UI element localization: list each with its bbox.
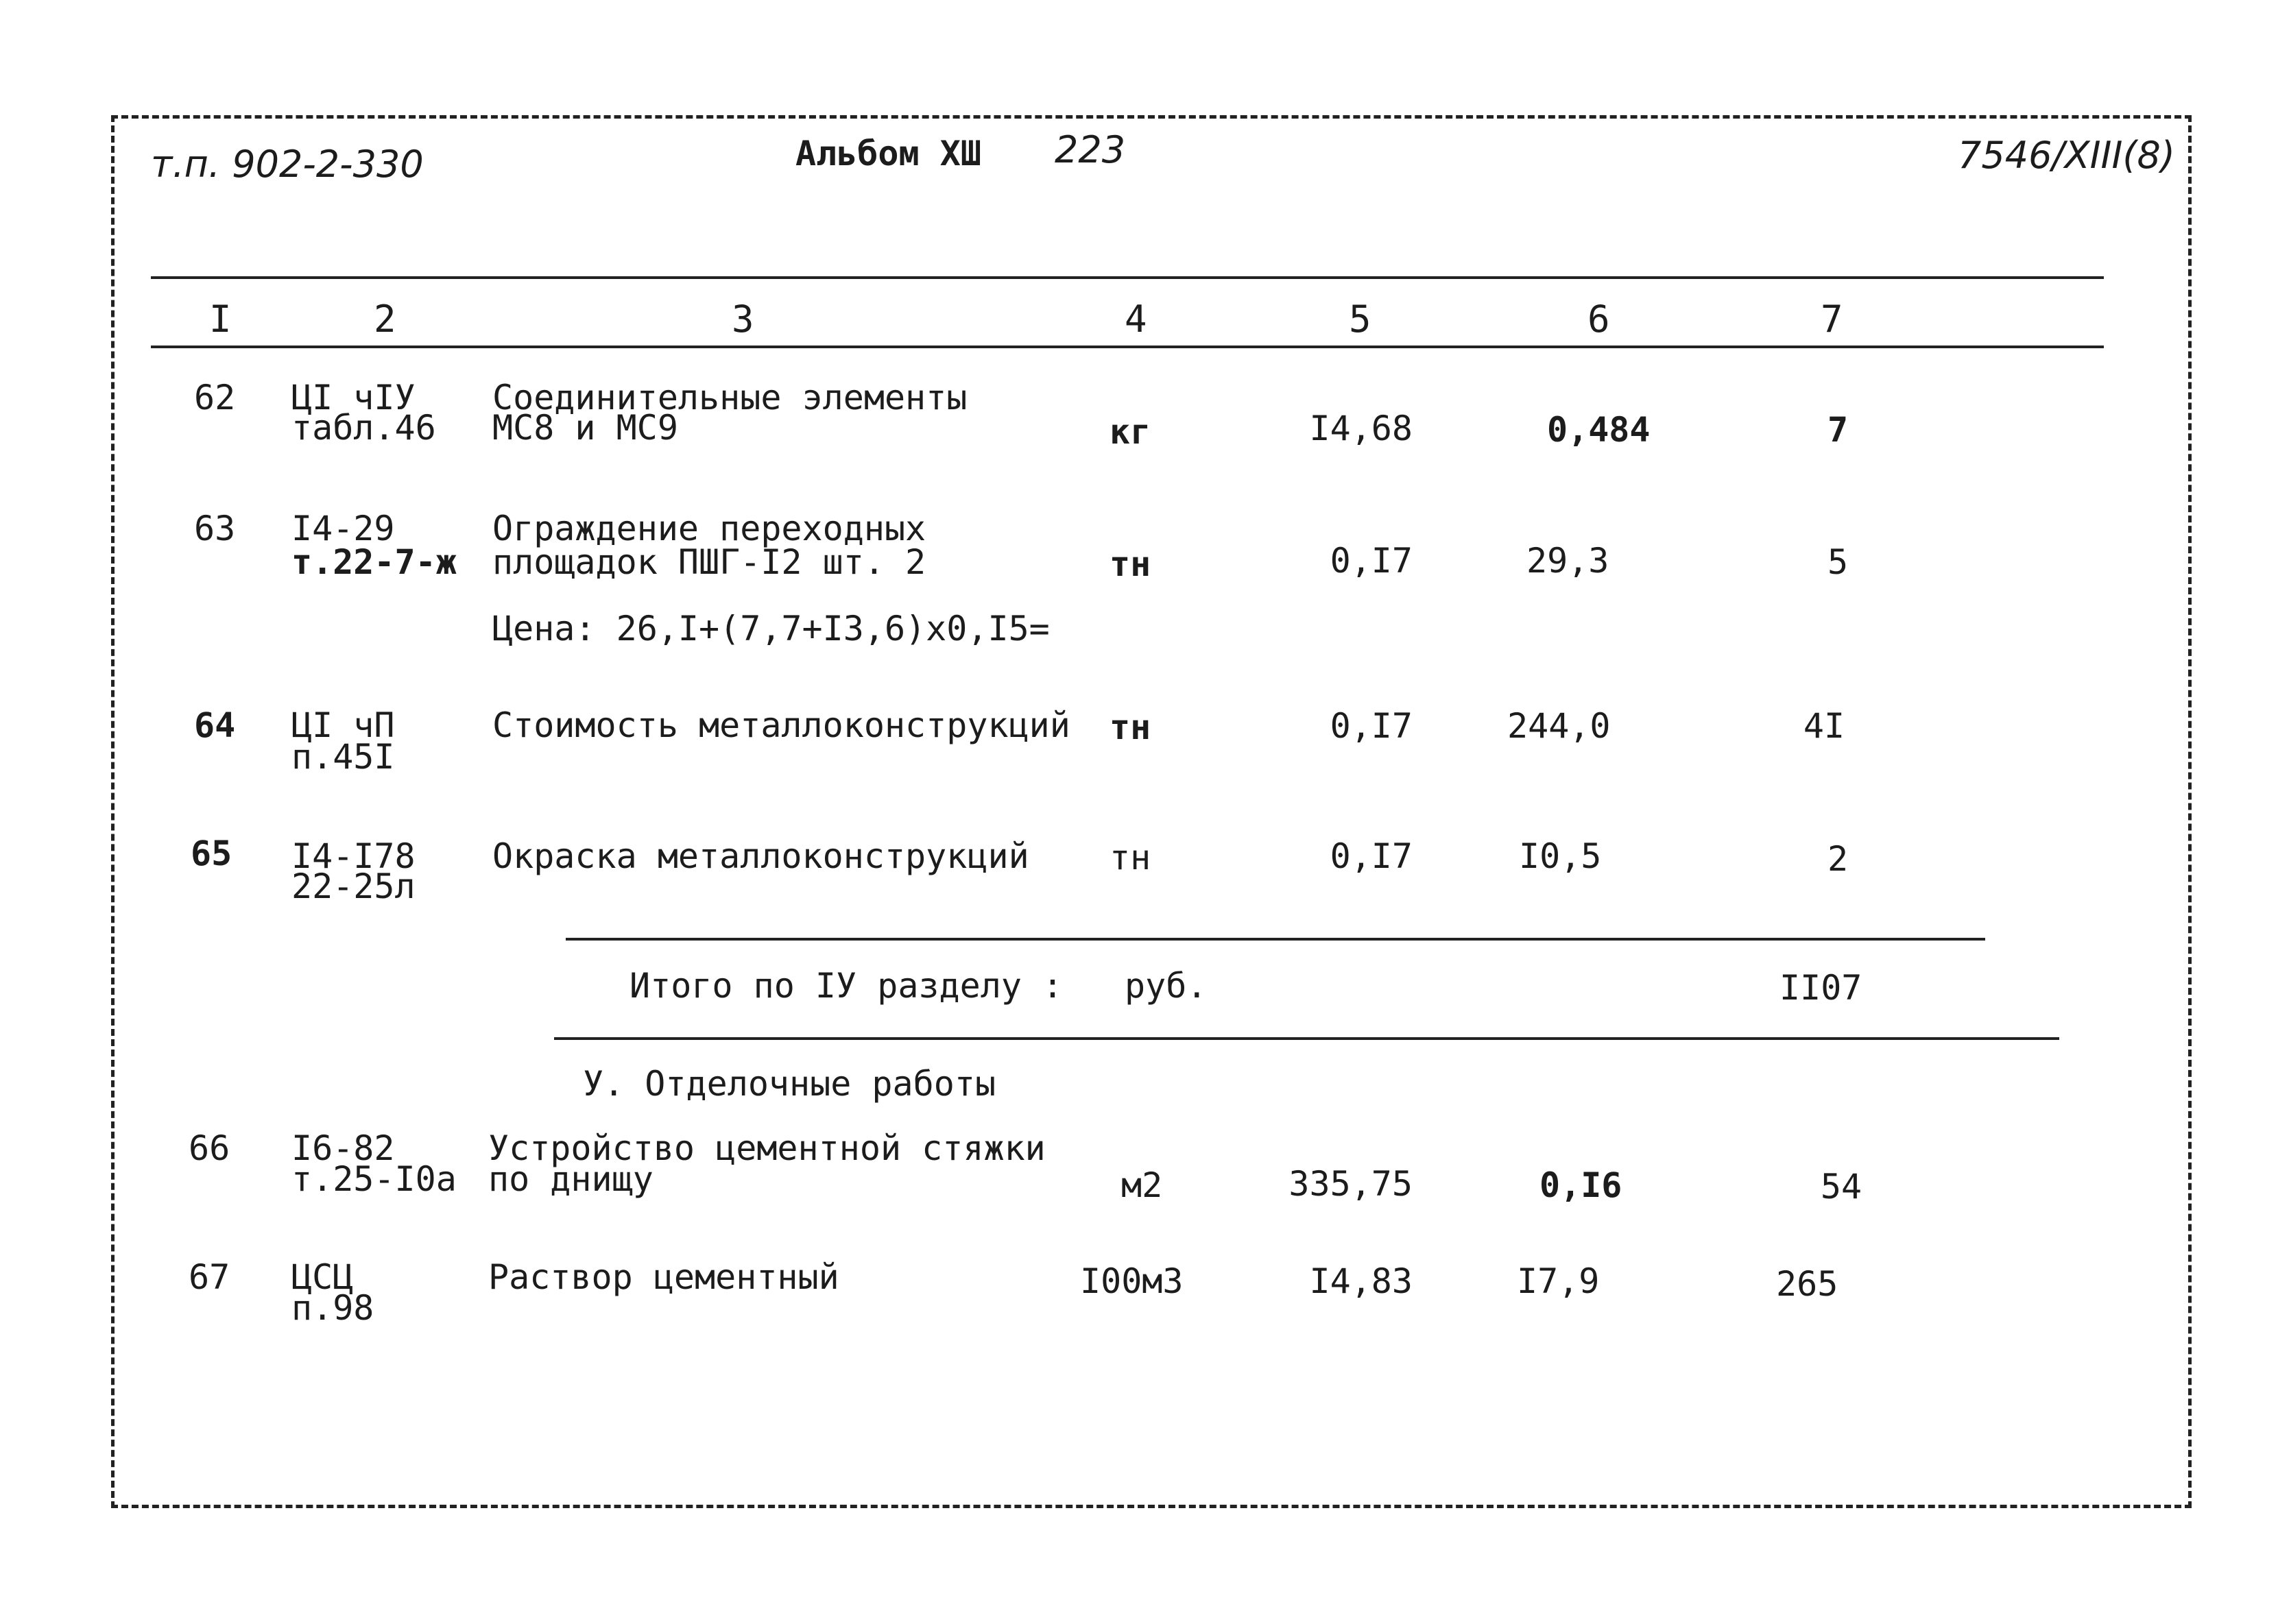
subtotal-value: II07	[1779, 968, 1862, 1008]
subtotal-label: Итого по IУ разделу :	[630, 966, 1064, 1006]
subtotal-bottom-rule	[554, 1037, 2059, 1040]
table-header-rule	[151, 346, 2104, 348]
row-code-ref: т.22-7-ж	[291, 542, 457, 582]
album-title: Альбом ХШ	[795, 134, 981, 173]
row-cost: 4I	[1803, 706, 1845, 746]
row-price: 244,0	[1507, 706, 1611, 746]
row-unit: тн	[1110, 707, 1151, 747]
row-cost: 265	[1776, 1264, 1838, 1304]
column-header: I	[209, 298, 232, 341]
row-code-ref: п.45I	[291, 737, 395, 777]
row-unit: тн	[1110, 544, 1151, 584]
row-description: Раствор цементный	[488, 1257, 839, 1297]
row-price: I7,9	[1517, 1261, 1600, 1301]
row-quantity: I4,68	[1309, 409, 1413, 448]
row-code-ref: т.25-I0а	[291, 1159, 457, 1199]
row-price: 29,3	[1526, 541, 1609, 581]
column-header: 7	[1821, 298, 1843, 341]
row-unit: тн	[1110, 838, 1151, 877]
row-code: I4-I78	[291, 836, 416, 876]
row-description: Устройство цементной стяжки	[488, 1128, 1046, 1168]
row-quantity: 0,I7	[1330, 836, 1413, 876]
row-number: 66	[189, 1128, 230, 1168]
row-number: 65	[191, 834, 232, 873]
row-code-ref: табл.46	[291, 408, 436, 448]
project-number: т.п. 902-2-330	[151, 143, 424, 186]
row-price-formula: Цена: 26,I+(7,7+I3,6)х0,I5=	[492, 609, 1050, 649]
section-heading: У. Отделочные работы	[583, 1064, 996, 1104]
row-description: Окраска металлоконструкций	[492, 836, 1029, 876]
row-quantity: 0,I7	[1330, 541, 1413, 581]
row-unit: м2	[1121, 1165, 1163, 1205]
row-cost: 2	[1827, 839, 1849, 879]
column-header: 3	[732, 298, 754, 341]
row-number: 67	[189, 1257, 230, 1297]
page-number: 223	[1055, 128, 1126, 171]
row-code: ЦСЦ	[291, 1257, 354, 1297]
row-price: 0,484	[1547, 410, 1651, 450]
column-header: 4	[1125, 298, 1147, 341]
row-code-ref: 22-25л	[291, 866, 416, 906]
row-description: Соединительные элементы	[492, 378, 968, 417]
row-price: I0,5	[1519, 836, 1602, 876]
row-code: I6-82	[291, 1128, 395, 1168]
row-description-cont: МС8 и МС9	[492, 408, 678, 448]
row-cost: 5	[1827, 542, 1849, 582]
table-top-rule	[151, 276, 2104, 279]
row-number: 62	[194, 378, 236, 417]
row-price: 0,I6	[1539, 1165, 1622, 1205]
row-number: 64	[194, 705, 236, 745]
row-code: I4-29	[291, 509, 395, 548]
row-quantity: 0,I7	[1330, 706, 1413, 746]
row-unit: кг	[1110, 412, 1151, 452]
row-cost: 54	[1820, 1167, 1862, 1207]
column-header: 2	[374, 298, 396, 341]
row-quantity: 335,75	[1288, 1164, 1413, 1204]
row-cost: 7	[1827, 410, 1849, 450]
column-header: 5	[1349, 298, 1371, 341]
row-description-cont: по днищу	[488, 1159, 654, 1199]
row-description: Стоимость металлоконструкций	[492, 705, 1070, 745]
row-code: ЦI чIУ	[291, 378, 416, 417]
row-unit: I00м3	[1080, 1261, 1184, 1301]
column-header: 6	[1587, 298, 1610, 341]
row-description: Ограждение переходных	[492, 509, 926, 548]
row-code-ref: п.98	[291, 1288, 374, 1328]
row-number: 63	[194, 509, 236, 548]
subtotal-unit: руб.	[1125, 966, 1208, 1006]
row-quantity: I4,83	[1309, 1261, 1413, 1301]
row-description-cont: площадок ПШГ-I2 шт. 2	[492, 542, 926, 582]
sheet-number: 7546/XIII(8)	[1958, 134, 2175, 177]
subtotal-top-rule	[566, 938, 1985, 941]
row-code: ЦI чП	[291, 705, 395, 745]
